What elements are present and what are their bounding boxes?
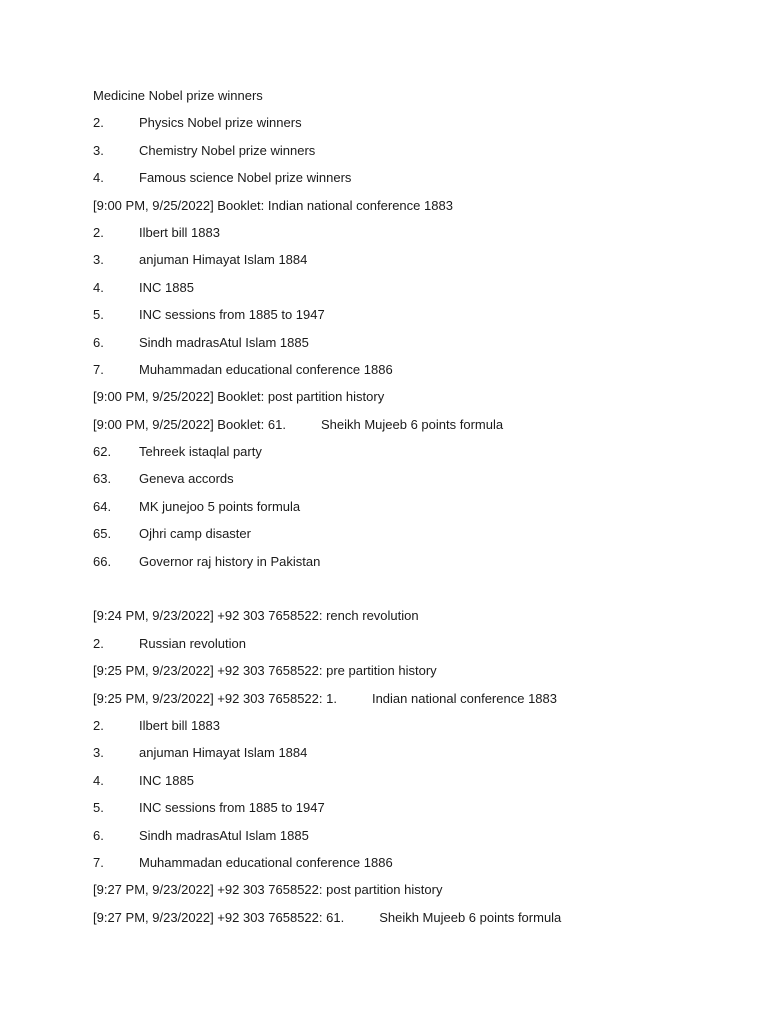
list-item-text: Russian revolution bbox=[139, 635, 246, 651]
list-item-text: INC 1885 bbox=[139, 772, 194, 788]
message-list-item bbox=[93, 904, 733, 931]
list-item-text: Sheikh Mujeeb 6 points formula bbox=[379, 909, 562, 925]
line-text: [9:00 PM, 9/25/2022] Booklet: Indian national conference 1883 bbox=[93, 197, 453, 213]
document-body bbox=[93, 82, 733, 931]
line-text: [9:00 PM, 9/25/2022] Booklet: post partition history bbox=[93, 389, 385, 405]
list-item-text: Famous science Nobel prize winners bbox=[139, 170, 352, 186]
message-prefix: [9:00 PM, 9/25/2022] Booklet: 61. bbox=[93, 416, 286, 432]
list-item-number: 4. bbox=[93, 772, 104, 788]
list-item-number: 2. bbox=[93, 224, 104, 240]
list-item bbox=[93, 356, 733, 383]
list-item-text: INC sessions from 1885 to 1947 bbox=[139, 800, 325, 816]
list-item-number: 6. bbox=[93, 334, 104, 350]
list-item-text: Sindh madrasAtul Islam 1885 bbox=[139, 334, 309, 350]
list-item bbox=[93, 520, 733, 547]
list-item-text: MK junejoo 5 points formula bbox=[139, 498, 301, 514]
list-item-number: 5. bbox=[93, 800, 104, 816]
list-item-number: 65. bbox=[93, 526, 112, 542]
list-item bbox=[93, 630, 733, 657]
list-item-number: 3. bbox=[93, 142, 104, 158]
list-item-number: 3. bbox=[93, 252, 104, 268]
message-prefix: [9:27 PM, 9/23/2022] +92 303 7658522: 61. bbox=[93, 909, 345, 925]
message-prefix: [9:25 PM, 9/23/2022] +92 303 7658522: 1. bbox=[93, 690, 337, 706]
list-item bbox=[93, 274, 733, 301]
list-item bbox=[93, 219, 733, 246]
list-item-text: anjuman Himayat Islam 1884 bbox=[139, 252, 308, 268]
list-item bbox=[93, 109, 733, 136]
list-item bbox=[93, 712, 733, 739]
list-item-text: Chemistry Nobel prize winners bbox=[139, 142, 316, 158]
list-item-text: anjuman Himayat Islam 1884 bbox=[139, 745, 308, 761]
list-item-text: Indian national conference 1883 bbox=[371, 690, 557, 706]
text-line bbox=[93, 876, 733, 903]
list-item-text: Geneva accords bbox=[139, 471, 234, 487]
list-item-number: 4. bbox=[93, 170, 104, 186]
list-item-text: INC 1885 bbox=[139, 279, 194, 295]
list-item-number: 7. bbox=[93, 361, 104, 377]
list-item-number: 4. bbox=[93, 279, 104, 295]
line-text: [9:27 PM, 9/23/2022] +92 303 7658522: post partition history bbox=[93, 882, 443, 898]
list-item-number: 5. bbox=[93, 307, 104, 323]
list-item-text: Physics Nobel prize winners bbox=[139, 115, 302, 131]
blank-line bbox=[93, 575, 733, 602]
list-item-text: Muhammadan educational conference 1886 bbox=[139, 854, 393, 870]
list-item-text: Tehreek istaqlal party bbox=[139, 444, 262, 460]
list-item bbox=[93, 465, 733, 492]
list-item bbox=[93, 301, 733, 328]
line-text: Medicine Nobel prize winners bbox=[93, 88, 263, 103]
list-item-number: 6. bbox=[93, 827, 104, 843]
text-line bbox=[93, 657, 733, 684]
list-item-text: Muhammadan educational conference 1886 bbox=[139, 361, 393, 377]
list-item-text: Ilbert bill 1883 bbox=[139, 224, 220, 240]
list-item bbox=[93, 438, 733, 465]
list-item bbox=[93, 822, 733, 849]
list-item-number: 62. bbox=[93, 444, 112, 460]
list-item-text: Ilbert bill 1883 bbox=[139, 717, 220, 733]
list-item-number: 3. bbox=[93, 745, 104, 761]
list-item bbox=[93, 794, 733, 821]
list-item-text: Sheikh Mujeeb 6 points formula bbox=[320, 416, 504, 432]
list-item-text: Sindh madrasAtul Islam 1885 bbox=[139, 827, 309, 843]
tab-gap bbox=[337, 685, 372, 712]
list-item-number: 2. bbox=[93, 717, 104, 733]
tab-gap bbox=[286, 411, 321, 438]
list-item bbox=[93, 739, 733, 766]
text-line bbox=[93, 383, 733, 410]
list-item bbox=[93, 493, 733, 520]
list-item-text: INC sessions from 1885 to 1947 bbox=[139, 307, 325, 323]
list-item bbox=[93, 849, 733, 876]
text-line bbox=[93, 192, 733, 219]
line-text: [9:25 PM, 9/23/2022] +92 303 7658522: pre partition history bbox=[93, 663, 437, 679]
list-item bbox=[93, 329, 733, 356]
list-item-number: 7. bbox=[93, 854, 104, 870]
list-item-number: 2. bbox=[93, 635, 104, 651]
line-text: [9:24 PM, 9/23/2022] +92 303 7658522: rench revolution bbox=[93, 608, 419, 624]
list-item-text: Ojhri camp disaster bbox=[139, 526, 251, 542]
list-item-number: 63. bbox=[93, 471, 112, 487]
list-item bbox=[93, 137, 733, 164]
list-item-text: Governor raj history in Pakistan bbox=[139, 553, 321, 569]
list-item bbox=[93, 246, 733, 273]
tab-gap bbox=[344, 904, 379, 931]
message-list-item bbox=[93, 411, 733, 438]
list-item-number: 64. bbox=[93, 498, 112, 514]
list-item bbox=[93, 164, 733, 191]
list-item bbox=[93, 548, 733, 575]
message-list-item bbox=[93, 685, 733, 712]
list-item-number: 2. bbox=[93, 115, 104, 131]
list-item bbox=[93, 767, 733, 794]
list-item-number: 66. bbox=[93, 553, 112, 569]
text-line bbox=[93, 602, 733, 629]
text-line bbox=[93, 82, 733, 109]
